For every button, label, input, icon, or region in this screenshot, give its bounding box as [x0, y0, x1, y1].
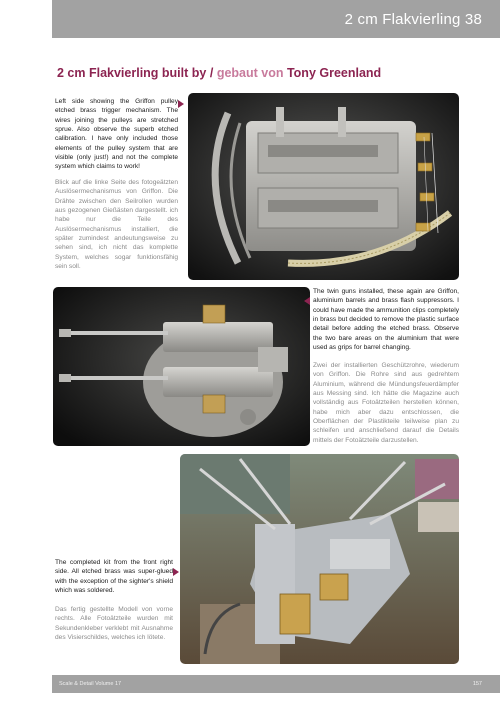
caption-2-pointer-icon	[304, 297, 310, 305]
title-separator: /	[209, 66, 214, 80]
caption-1-english: Left side showing the Griffon pulley etched brass trigger mechanism. The wires joining the pulleys are stretched sprue. Also observe the superb etched calibration. I have only included those elements of the pulley system that are visible (only just!) and not the complete system which claims to work!	[55, 98, 178, 171]
caption-2-english: The twin guns installed, these again are Griffon, aluminium barrels and brass flash suppressors. I could have made the ammunition clips completely in brass but decided to remove the plastic surface detail before adding the etched brass. Observe the two bare areas on the aluminium that were used as grips for barrel changing.	[313, 288, 459, 352]
caption-1-german: Blick auf die linke Seite des fotogeätzten Auslösermechanismus von Griffon. Die Drähte zwischen den Seilrollen wurden aus gezogenen Gießästen dargestellt. ich habe nur die Teile des Auslösermechanismus installiert, die später zumindest andeutungsweise zu sehen sind, ich nicht das komplette System, welches sogar funktionsfähig sein soll.	[55, 179, 178, 271]
title-author: Tony Greenland	[286, 66, 382, 80]
photo-completed-kit	[180, 454, 459, 664]
photo-trigger-mechanism	[188, 93, 459, 280]
caption-3-pointer-icon	[173, 568, 179, 576]
footer-publication: Scale & Detail Volume 17	[59, 681, 122, 687]
photo-twin-guns	[53, 287, 310, 446]
article-title	[57, 66, 381, 80]
caption-3-german: Das fertig gestellte Modell von vorne rechts. Alle Fotoätzteile wurden mit Sekundenkleber verklebt mit Ausnahme des Visierschildes, welches ich lötete.	[55, 606, 173, 642]
caption-2-german: Zwei der installierten Geschützrohre, wiederum von Griffon. Die Rohre sind aus gedrehtem Aluminium, während die Mündungsfeuerdämpfer aus Messing sind. Ich hätte die Magazine auch vollständig aus Fotoätzteilen herstellen können, habe mich aber dazu entschlossen, die Oberflächen der Plastikteile teilweise plan zu schleifen und anschließend darauf die Details mittels der Fotoätzteile darzustellen.	[313, 362, 459, 444]
page-footer	[52, 675, 500, 693]
title-english: 2 cm Flakvierling built by	[57, 66, 207, 80]
page-header	[52, 0, 500, 38]
caption-3-english: The completed kit from the front right side. All etched brass was super-glued with the exception of the sighter's shield which was soldered.	[55, 559, 173, 595]
caption-1-pointer-icon	[178, 100, 184, 108]
header-title: 2 cm Flakvierling 38	[344, 11, 482, 28]
footer-page-number: 157	[472, 681, 482, 687]
title-german: gebaut von	[216, 66, 284, 80]
